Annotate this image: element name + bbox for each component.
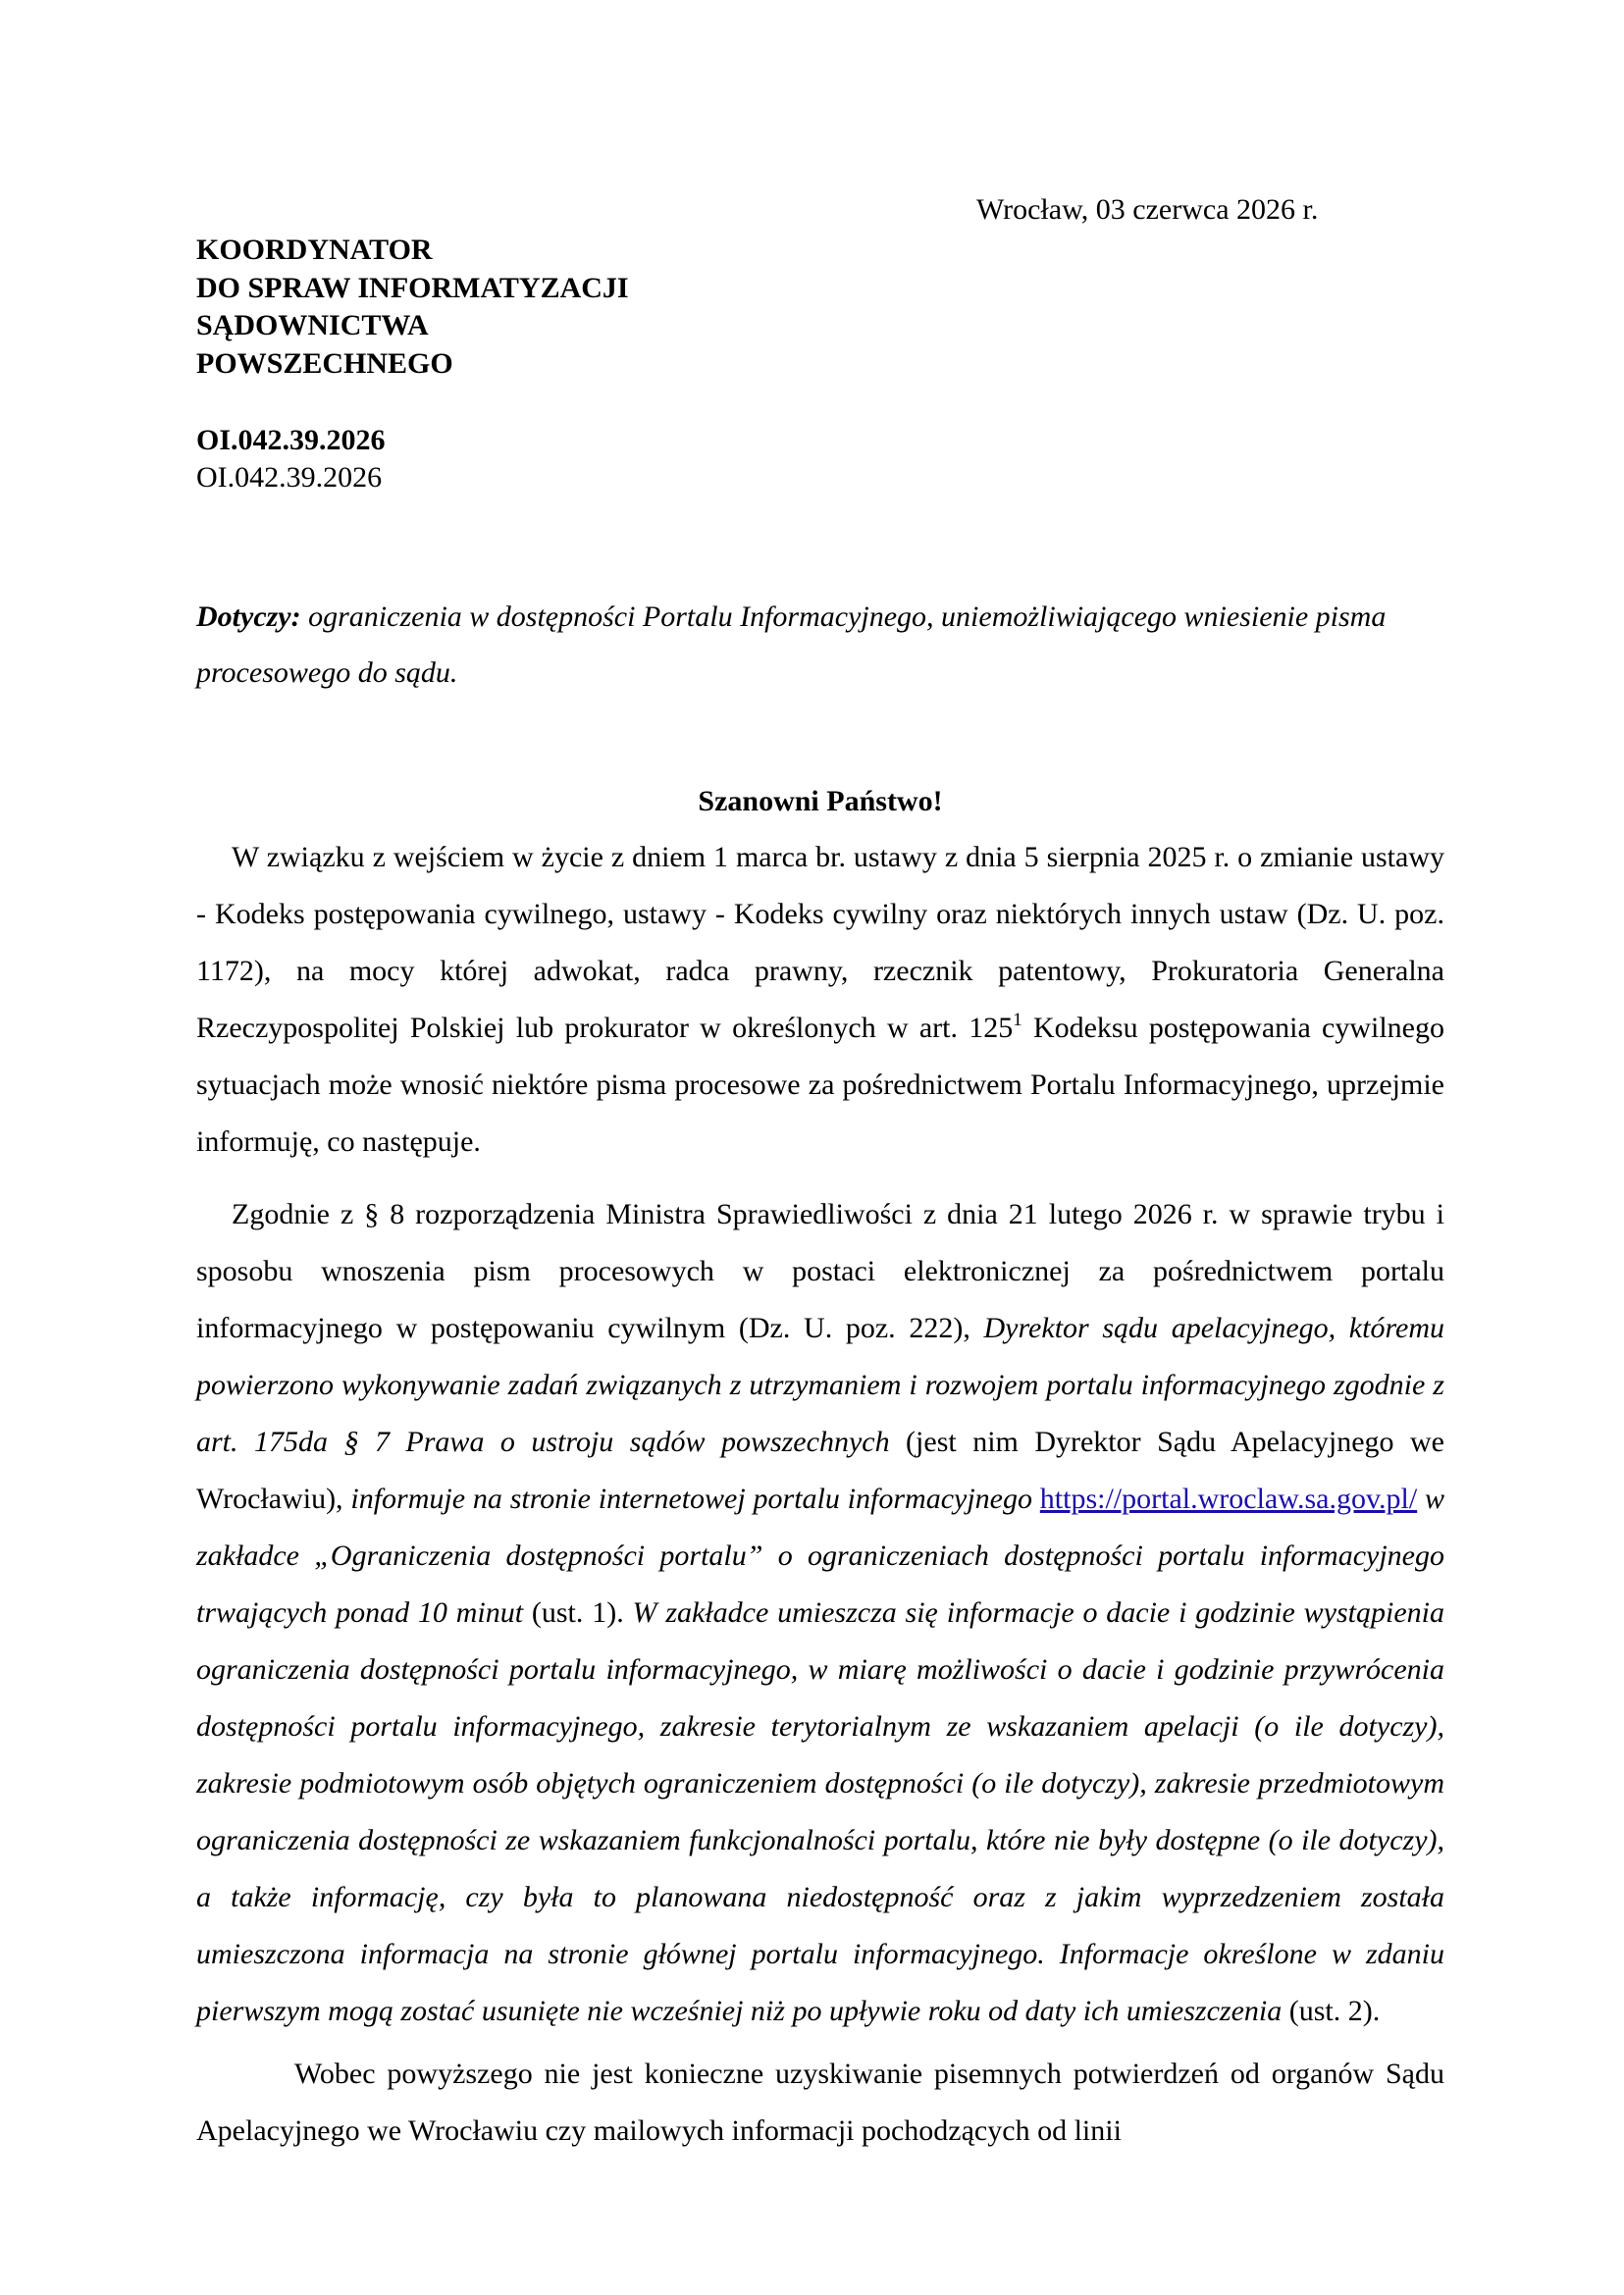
- authority-line: POWSZECHNEGO: [196, 346, 453, 380]
- portal-link[interactable]: https://portal.wroclaw.sa.gov.pl/: [1039, 1483, 1418, 1515]
- letter-date: Wrocław, 03 czerwca 2026 r.: [976, 193, 1319, 226]
- letter-body: [196, 829, 1444, 2160]
- authority-line: SĄDOWNICTWA: [196, 309, 429, 341]
- issuing-authority: [196, 232, 629, 383]
- quoted-regulation: Dyrektor sądu apelacyjnego, któremu powierzono wykonywanie zadań związanych z utrzymaniem i rozwojem portalu informacyjnego zgodnie z art. 175da § 7 Prawa o ustroju sądów powszechnych: [196, 1312, 1444, 1458]
- quoted-regulation: informuje na stronie internetowej portalu informacyjnego: [350, 1483, 1040, 1515]
- subject-line: [196, 589, 1444, 701]
- paragraph-text: (ust. 1).: [523, 1596, 633, 1629]
- body-paragraph-2: [196, 1186, 1444, 2040]
- paragraph-text: Zgodnie z § 8 rozporządzenia Ministra Sprawiedliwości z dnia 21 lutego 2026 r. w sprawie trybu i sposobu wnoszenia pism procesowych w postaci elektronicznej za pośrednictwem portalu informacyjnego w postępowaniu cywilnym (Dz. U. poz. 222),: [196, 1198, 1444, 1344]
- subject-text: ograniczenia w dostępności Portalu Informacyjnego, uniemożliwiającego wniesienie pisma procesowego do sądu.: [196, 600, 1387, 689]
- body-paragraph-3: Wobec powyższego nie jest konieczne uzyskiwanie pisemnych potwierdzeń od organów Sądu Apelacyjnego we Wrocławiu czy mailowych informacji pochodzących od linii: [196, 2058, 1444, 2147]
- paragraph-text: Kodeksu postępowania cywilnego sytuacjach może wnosić niektóre pisma procesowe za pośrednictwem Portalu Informacyjnego, uprzejmie informuję, co następuje.: [196, 1012, 1444, 1158]
- authority-line: KOORDYNATOR: [196, 234, 433, 266]
- greeting: Szanowni Państwo!: [698, 785, 943, 817]
- body-paragraph-1: [196, 829, 1444, 1171]
- reference-number: OI.042.39.2026: [196, 461, 383, 494]
- paragraph-text: W związku z wejściem w życie z dniem 1 marca br. ustawy z dnia 5 sierpnia 2025 r. o zmianie ustawy - Kodeks postępowania cywilnego, ustawy - Kodeks cywilny oraz niektórych innych ustaw (Dz. U. poz. 1172), na mocy której adwokat, radca prawny, rzecznik patentowy, Prokuratoria Generalna Rzeczypospolitej Polskiej lub prokurator w określonych w art. 125: [196, 841, 1444, 1044]
- paragraph-text: (ust. 2).: [1282, 1995, 1381, 2027]
- case-reference: [196, 422, 386, 496]
- quoted-regulation: w zakładce „Ograniczenia dostępności portalu” o ograniczeniach dostępności portalu informacyjnego trwających ponad 10 minut: [196, 1483, 1444, 1629]
- paragraph-text: (jest nim Dyrektor Sądu Apelacyjnego we Wrocławiu),: [196, 1426, 1444, 1515]
- quoted-regulation: W zakładce umieszcza się informacje o dacie i godzinie wystąpienia ograniczenia dostępności portalu informacyjnego, w miarę możliwości o dacie i godzinie przywrócenia dostępności portalu informacyjnego, zakresie terytorialnym ze wskazaniem apelacji (o ile dotyczy), zakresie podmiotowym osób objętych ograniczeniem dostępności (o ile dotyczy), zakresie przedmiotowym ograniczenia dostępności ze wskazaniem funkcjonalności portalu, które nie były dostępne (o ile dotyczy), a także informację, czy była to planowana niedostępność oraz z jakim wyprzedzeniem została umieszczona informacja na stronie głównej portalu informacyjnego. Informacje określone w zdaniu pierwszym mogą zostać usunięte nie wcześniej niż po upływie roku od daty ich umieszczenia: [196, 1596, 1445, 2027]
- authority-line: DO SPRAW INFORMATYZACJI: [196, 271, 629, 304]
- subject-label: Dotyczy:: [196, 600, 301, 633]
- reference-number-bold: OI.042.39.2026: [196, 424, 386, 456]
- superscript: 1: [1013, 1010, 1022, 1030]
